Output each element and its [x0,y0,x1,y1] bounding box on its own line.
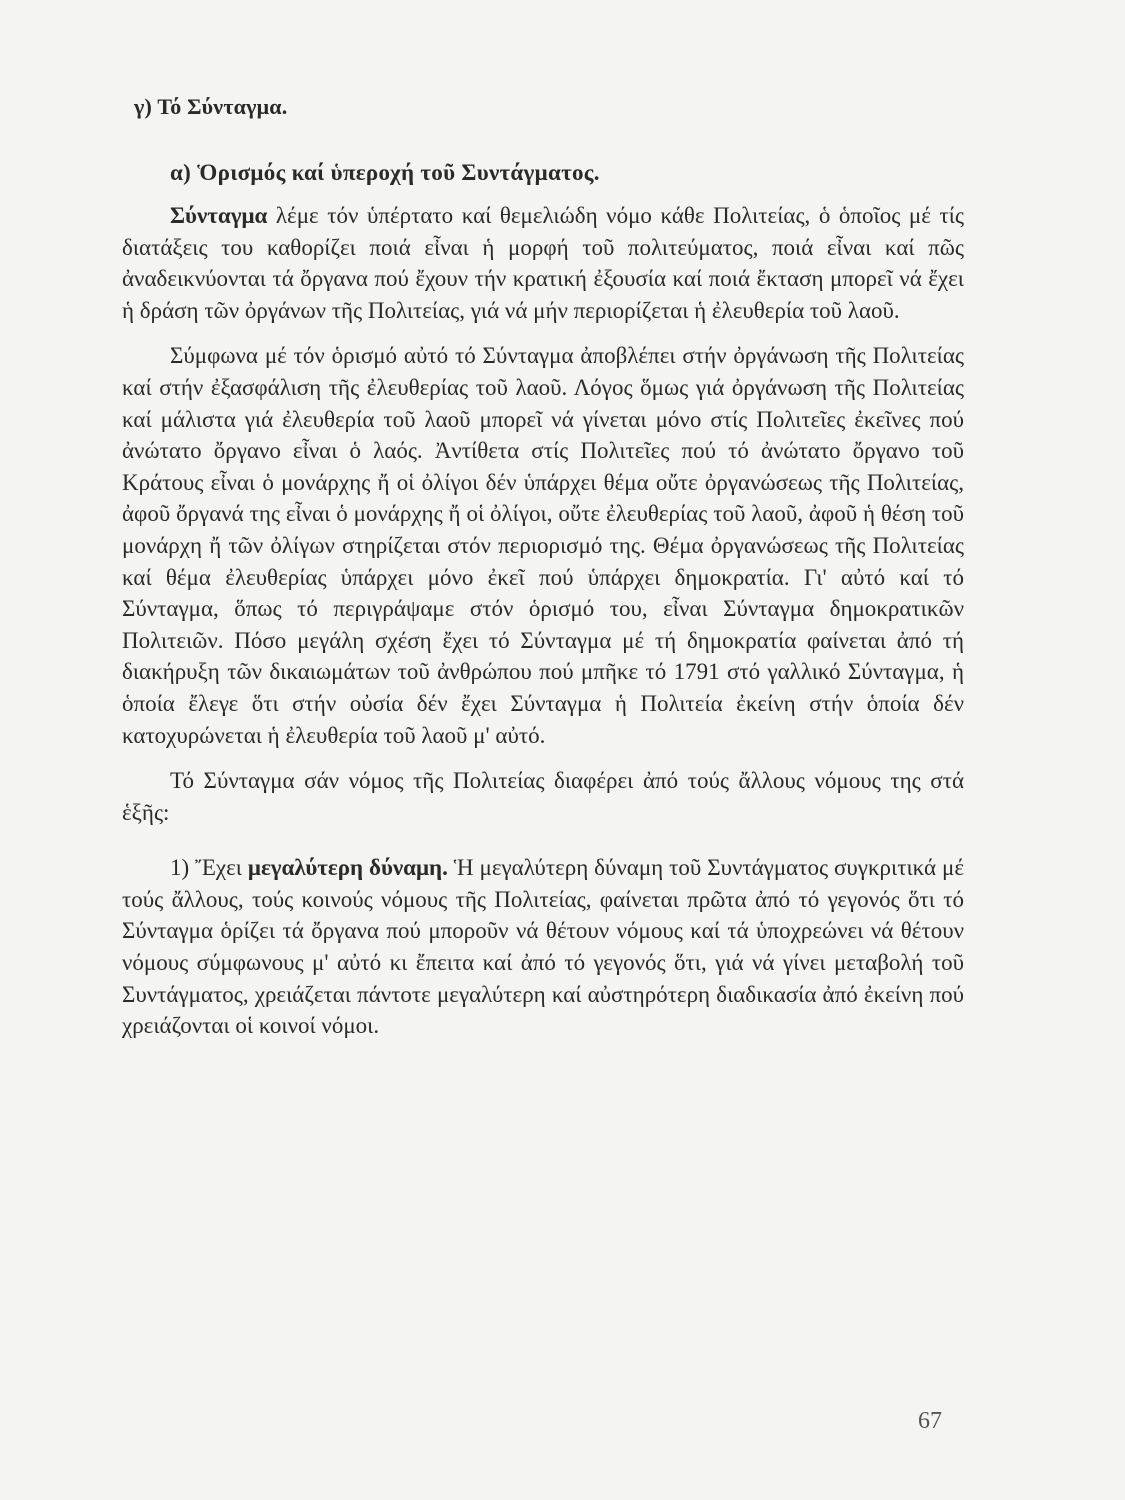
section-title: γ) Τό Σύνταγμα. [134,94,288,119]
point-lead: Ἔχει [189,855,248,881]
page-number: 67 [918,1408,942,1434]
paragraph-purpose: Σύμφωνα μέ τόν ὁρισμό αὐτό τό Σύνταγμα ἀποβλέπει στήν ὀργάνωση τῆς Πολιτείας καί στήν ἐξασφάλιση τῆς ἐλευθερίας τοῦ λαοῦ. Λόγος ὅμως γιά ὀργάνωση τῆς Πολιτείας καί μάλιστα γιά ἐλευθερία τοῦ λαοῦ μπορεῖ νά γίνεται μόνο στίς Πολιτεῖες ἐκεῖνες πού ἀνώτατο ὄργανο εἶναι ὁ λαός. Ἀντίθετα στίς Πολιτεῖες πού τό ἀνώτατο ὄργανο τοῦ Κράτους εἶναι ὁ μονάρχης ἤ οἱ ὀλίγοι δέν ὑπάρχει θέμα οὔτε ὀργανώσεως τῆς Πολιτείας, ἀφοῦ ὄργανά της εἶναι ὁ μονάρχης ἤ οἱ ὀλίγοι, οὔτε ἐλευθερίας τοῦ λαοῦ, ἀφοῦ ἡ θέση τοῦ μονάρχη ἤ τῶν ὀλίγων στηρίζεται στόν περιορισμό της. Θέμα ὀργανώσεως τῆς Πολιτείας καί θέμα ἐλευθερίας ὑπάρχει μόνο ἐκεῖ πού ὑπάρχει δημοκρατία. Γι' αὐτό καί τό Σύνταγμα, ὅπως τό περιγράψαμε στόν ὁρισμό του, εἶναι Σύνταγμα δημοκρατικῶν Πολιτειῶν. Πόσο μεγάλη σχέση ἔχει τό Σύνταγμα μέ τή δημοκρατία φαίνεται ἀπό τή διακήρυξη τῶν δικαιωμάτων τοῦ ἀνθρώπου πού μπῆκε τό 1791 στό γαλλικό Σύνταγμα, ἡ ὁποία ἔλεγε ὅτι στήν οὐσία δέν ἔχει Σύνταγμα ἡ Πολιτεία ἐκείνη στήν ὁποία δέν κατοχυρώνεται ἡ ἐλευθερία τοῦ λαοῦ μ' αὐτό. [122,343,964,748]
point-number: 1) [170,855,190,881]
definition-term: Σύνταγμα [170,203,268,228]
page-content [122,94,964,1056]
subsection-title: α) Ὁρισμός καί ὑπεροχή τοῦ Συντάγματος. [170,160,600,185]
paragraph-point-1 [122,852,964,1042]
point-text: Ἡ μεγαλύτερη δύναμη τοῦ Συντάγματος συγκριτικά μέ τούς ἄλλους, τούς κοινούς νόμους τῆς Πολιτείας, φαίνεται πρῶτα ἀπό τό γεγονός ὅτι τό Σύνταγμα ὁρίζει τά ὄργανα πού μποροῦν νά θέτουν νόμους καί τά ὑποχρεώνει νά θέτουν νόμους σύμφωνους μ' αὐτό κι ἔπειτα καί ἀπό τό γεγονός ὅτι, γιά νά γίνει μεταβολή τοῦ Συντάγματος, χρειάζεται πάντοτε μεγαλύτερη καί αὐστηρότερη διαδικασία ἀπό ἐκείνη πού χρειάζονται οἱ κοινοί νόμοι. [122,855,964,1039]
paragraph-definition [122,200,964,326]
paragraph-differences-intro: Τό Σύνταγμα σάν νόμος τῆς Πολιτείας διαφέρει ἀπό τούς ἄλλους νόμους της στά ἑξῆς: [122,768,964,825]
definition-text: λέμε τόν ὑπέρτατο καί θεμελιώδη νόμο κάθε Πολιτείας, ὁ ὁποῖος μέ τίς διατάξεις του καθορίζει ποιά εἶναι ἡ μορφή τοῦ πολιτεύματος, ποιά εἶναι καί πῶς ἀναδεικνύονται τά ὄργανα πού ἔχουν τήν κρατική ἐξουσία καί ποιά ἔκταση μπορεῖ νά ἔχει ἡ δράση τῶν ὀργάνων τῆς Πολιτείας, γιά νά μήν περιορίζεται ἡ ἐλευθερία τοῦ λαοῦ. [122,203,964,323]
point-term: μεγαλύτερη δύναμη. [247,855,448,881]
